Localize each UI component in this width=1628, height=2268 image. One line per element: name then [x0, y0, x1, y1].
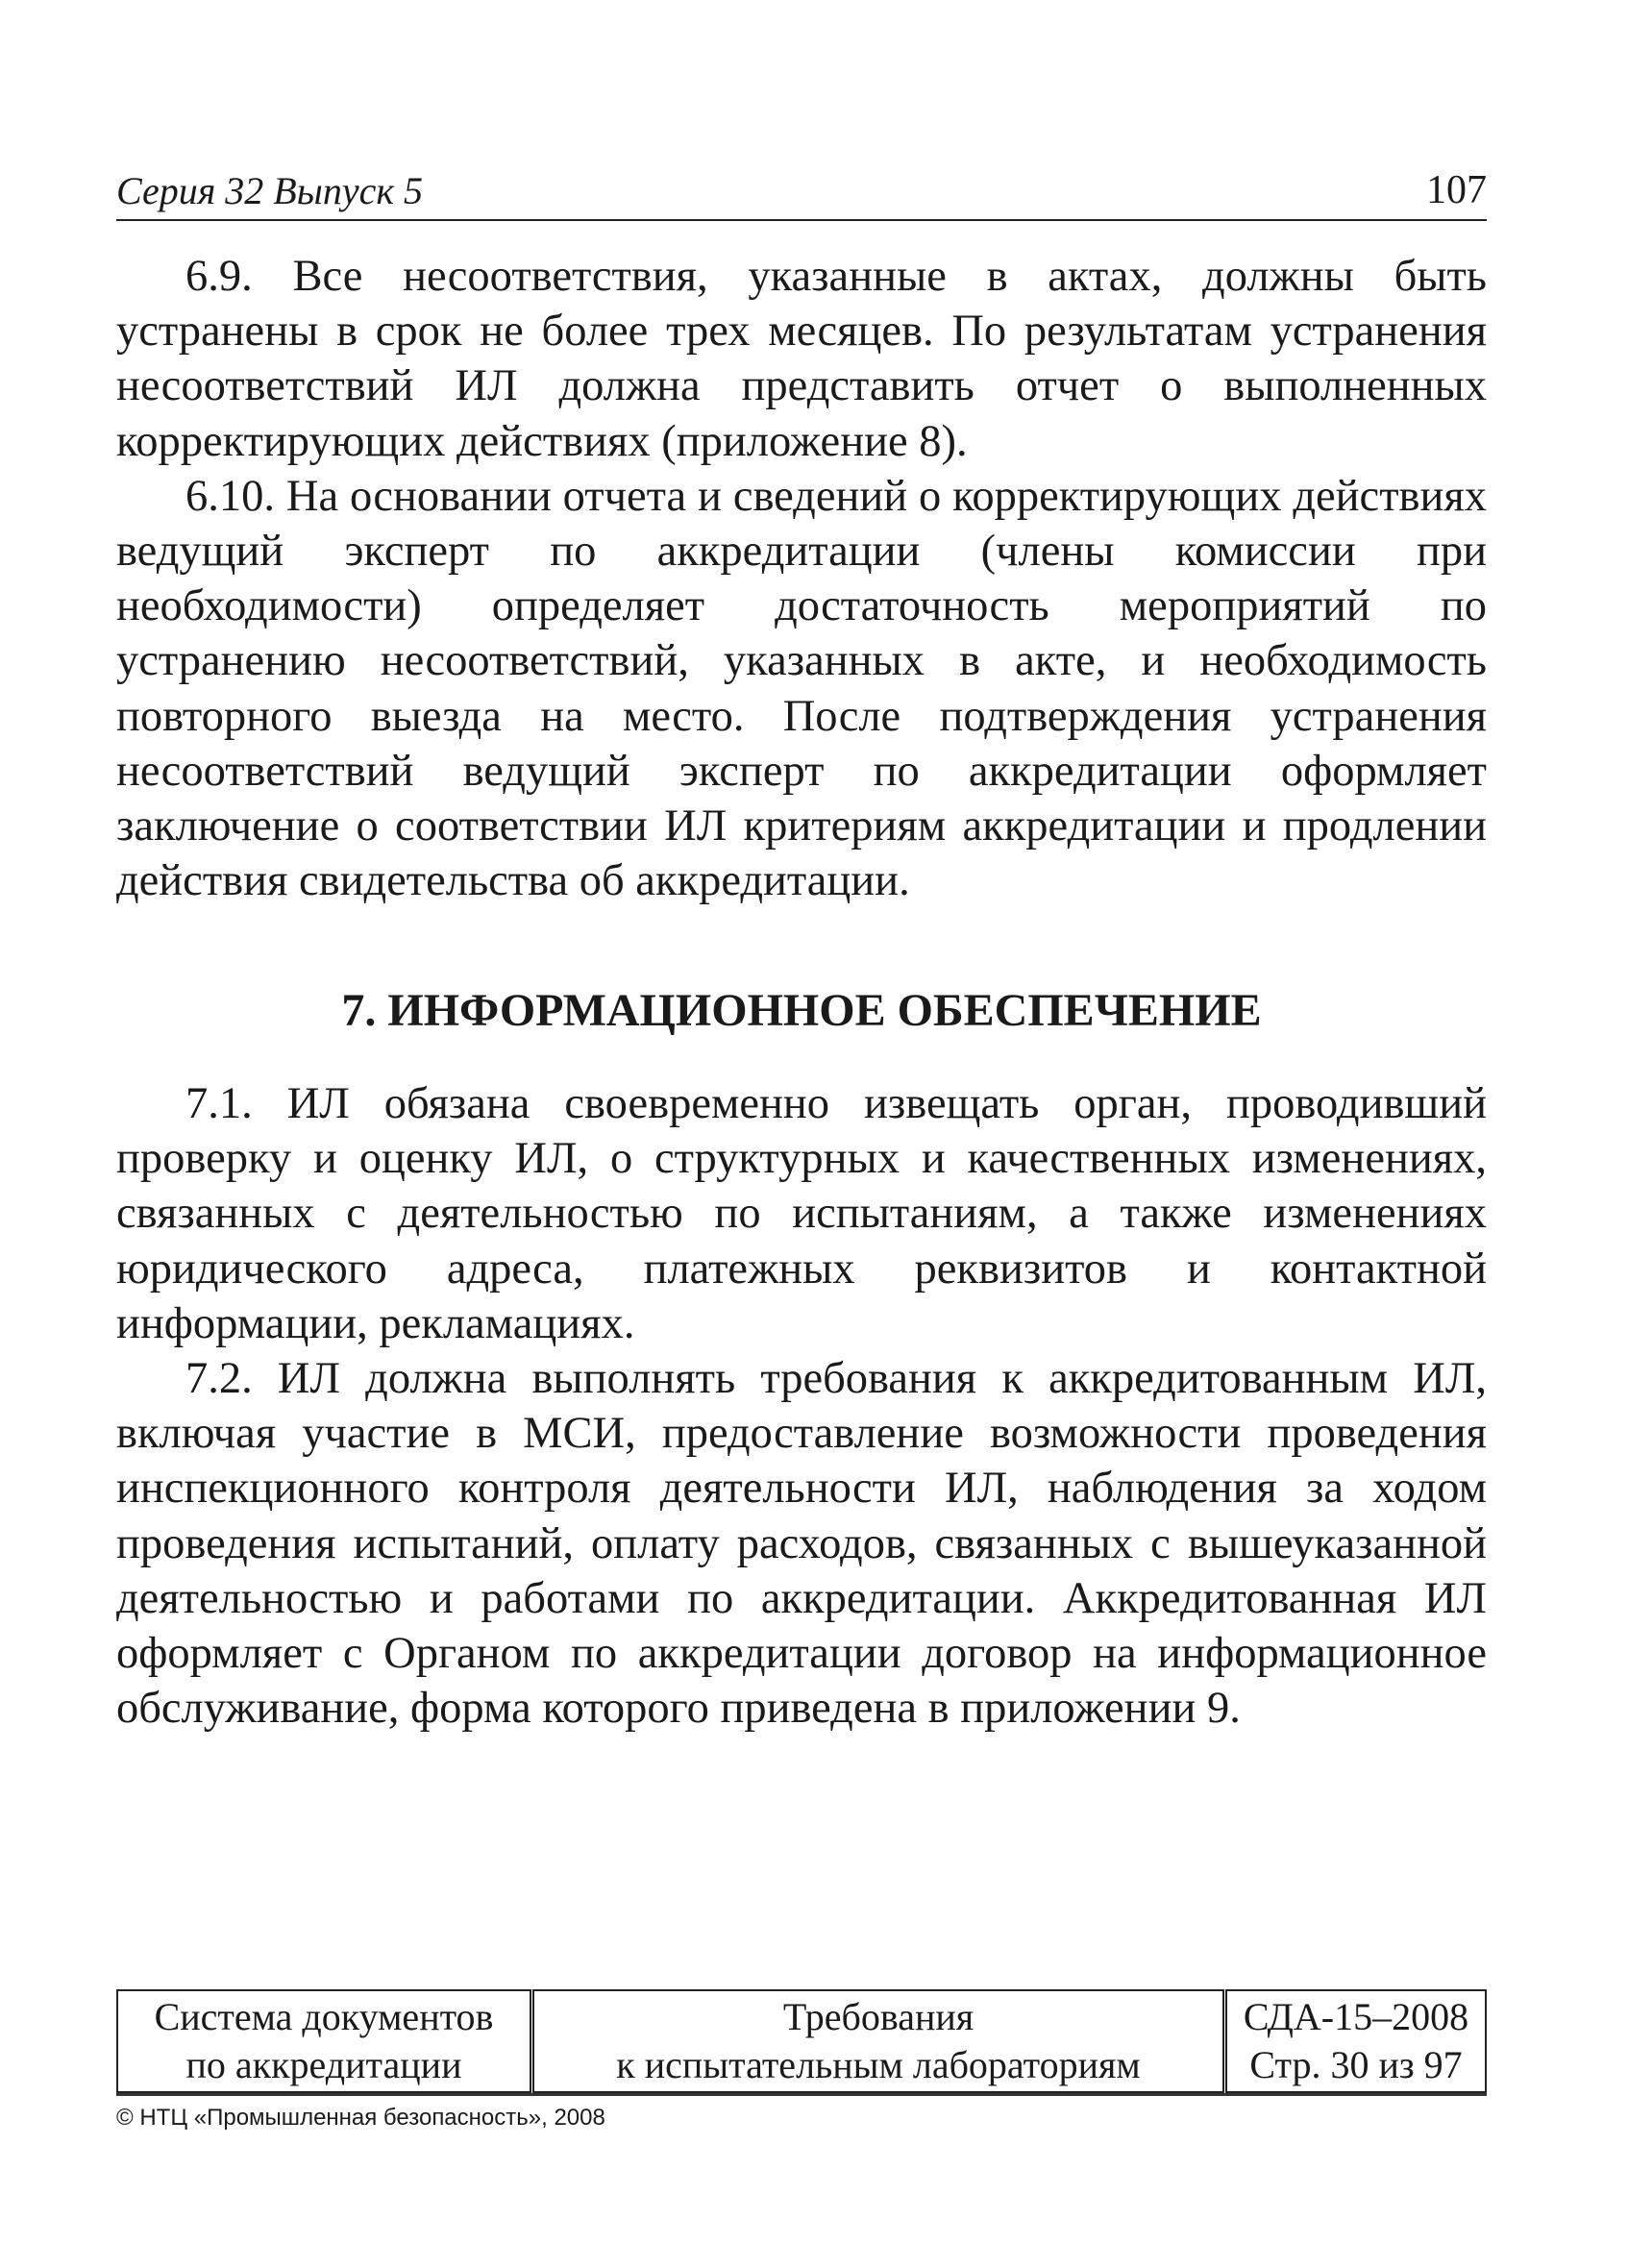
paragraph-7-1: 7.1. ИЛ обязана своевременно извещать орган, проводивший проверку и оценку ИЛ, о структурных и качественных изменениях, связанных с деятельностью по испытаниям, а также изменениях юридического адреса, платежных реквизитов и контактной информации, рекламациях. [116, 1079, 1487, 1348]
document-system-line2: по аккредитации [185, 2043, 462, 2086]
section-7-text [116, 1076, 1487, 1736]
document-code-cell [1225, 1990, 1487, 2092]
document-info-table [116, 1989, 1487, 2093]
table-row [117, 1990, 1486, 2092]
document-title-line1: Требования [782, 1995, 974, 2038]
copyright-notice: © НТЦ «Промышленная безопасность», 2008 [116, 2105, 605, 2131]
document-system-line1: Система документов [154, 1995, 494, 2038]
paragraph-6-10: 6.10. На основании отчета и сведений о корректирующих действиях ведущий эксперт по аккредитации (члены комиссии при необходимости) определяет достаточность мероприятий по устранению несоответствий, указанных в акте, и необходимость повторного выезда на место. После подтверждения устранения несоответствий ведущий эксперт по аккредитации оформляет заключение о соответствии ИЛ критериям аккредитации и продлении действия свидетельства об аккредитации. [116, 471, 1487, 906]
paragraph-6-9: 6.9. Все несоответствия, указанные в актах, должны быть устранены в срок не более трех месяцев. По результатам устранения несоответствий ИЛ должна представить отчет о выполненных корректирующих действиях (приложение 8). [116, 252, 1487, 466]
document-system-cell [117, 1990, 532, 2092]
paragraph-7-2: 7.2. ИЛ должна выполнять требования к аккредитованным ИЛ, включая участие в МСИ, предоставление возможности проведения инспекционного контроля деятельности ИЛ, наблюдения за ходом проведения испытаний, оплату расходов, связанных с вышеуказанной деятельностью и работами по аккредитации. Аккредитованная ИЛ оформляет с Органом по аккредитации договор на информационное обслуживание, форма которого приведена в приложении 9. [116, 1354, 1487, 1734]
document-code: СДА-15–2008 [1243, 1995, 1469, 2038]
page-header [116, 161, 1487, 221]
page-number: 107 [1426, 168, 1487, 212]
page-count: Стр. 30 из 97 [1249, 2043, 1463, 2086]
section-7-heading: 7. ИНФОРМАЦИОННОЕ ОБЕСПЕЧЕНИЕ [341, 985, 1262, 1036]
footer-divider [116, 2093, 1487, 2096]
series-label: Серия 32 Выпуск 5 [116, 169, 424, 212]
document-title-cell [532, 1990, 1225, 2092]
document-title-line2: к испытательным лабораториям [616, 2043, 1141, 2086]
section-6-text [116, 249, 1487, 908]
